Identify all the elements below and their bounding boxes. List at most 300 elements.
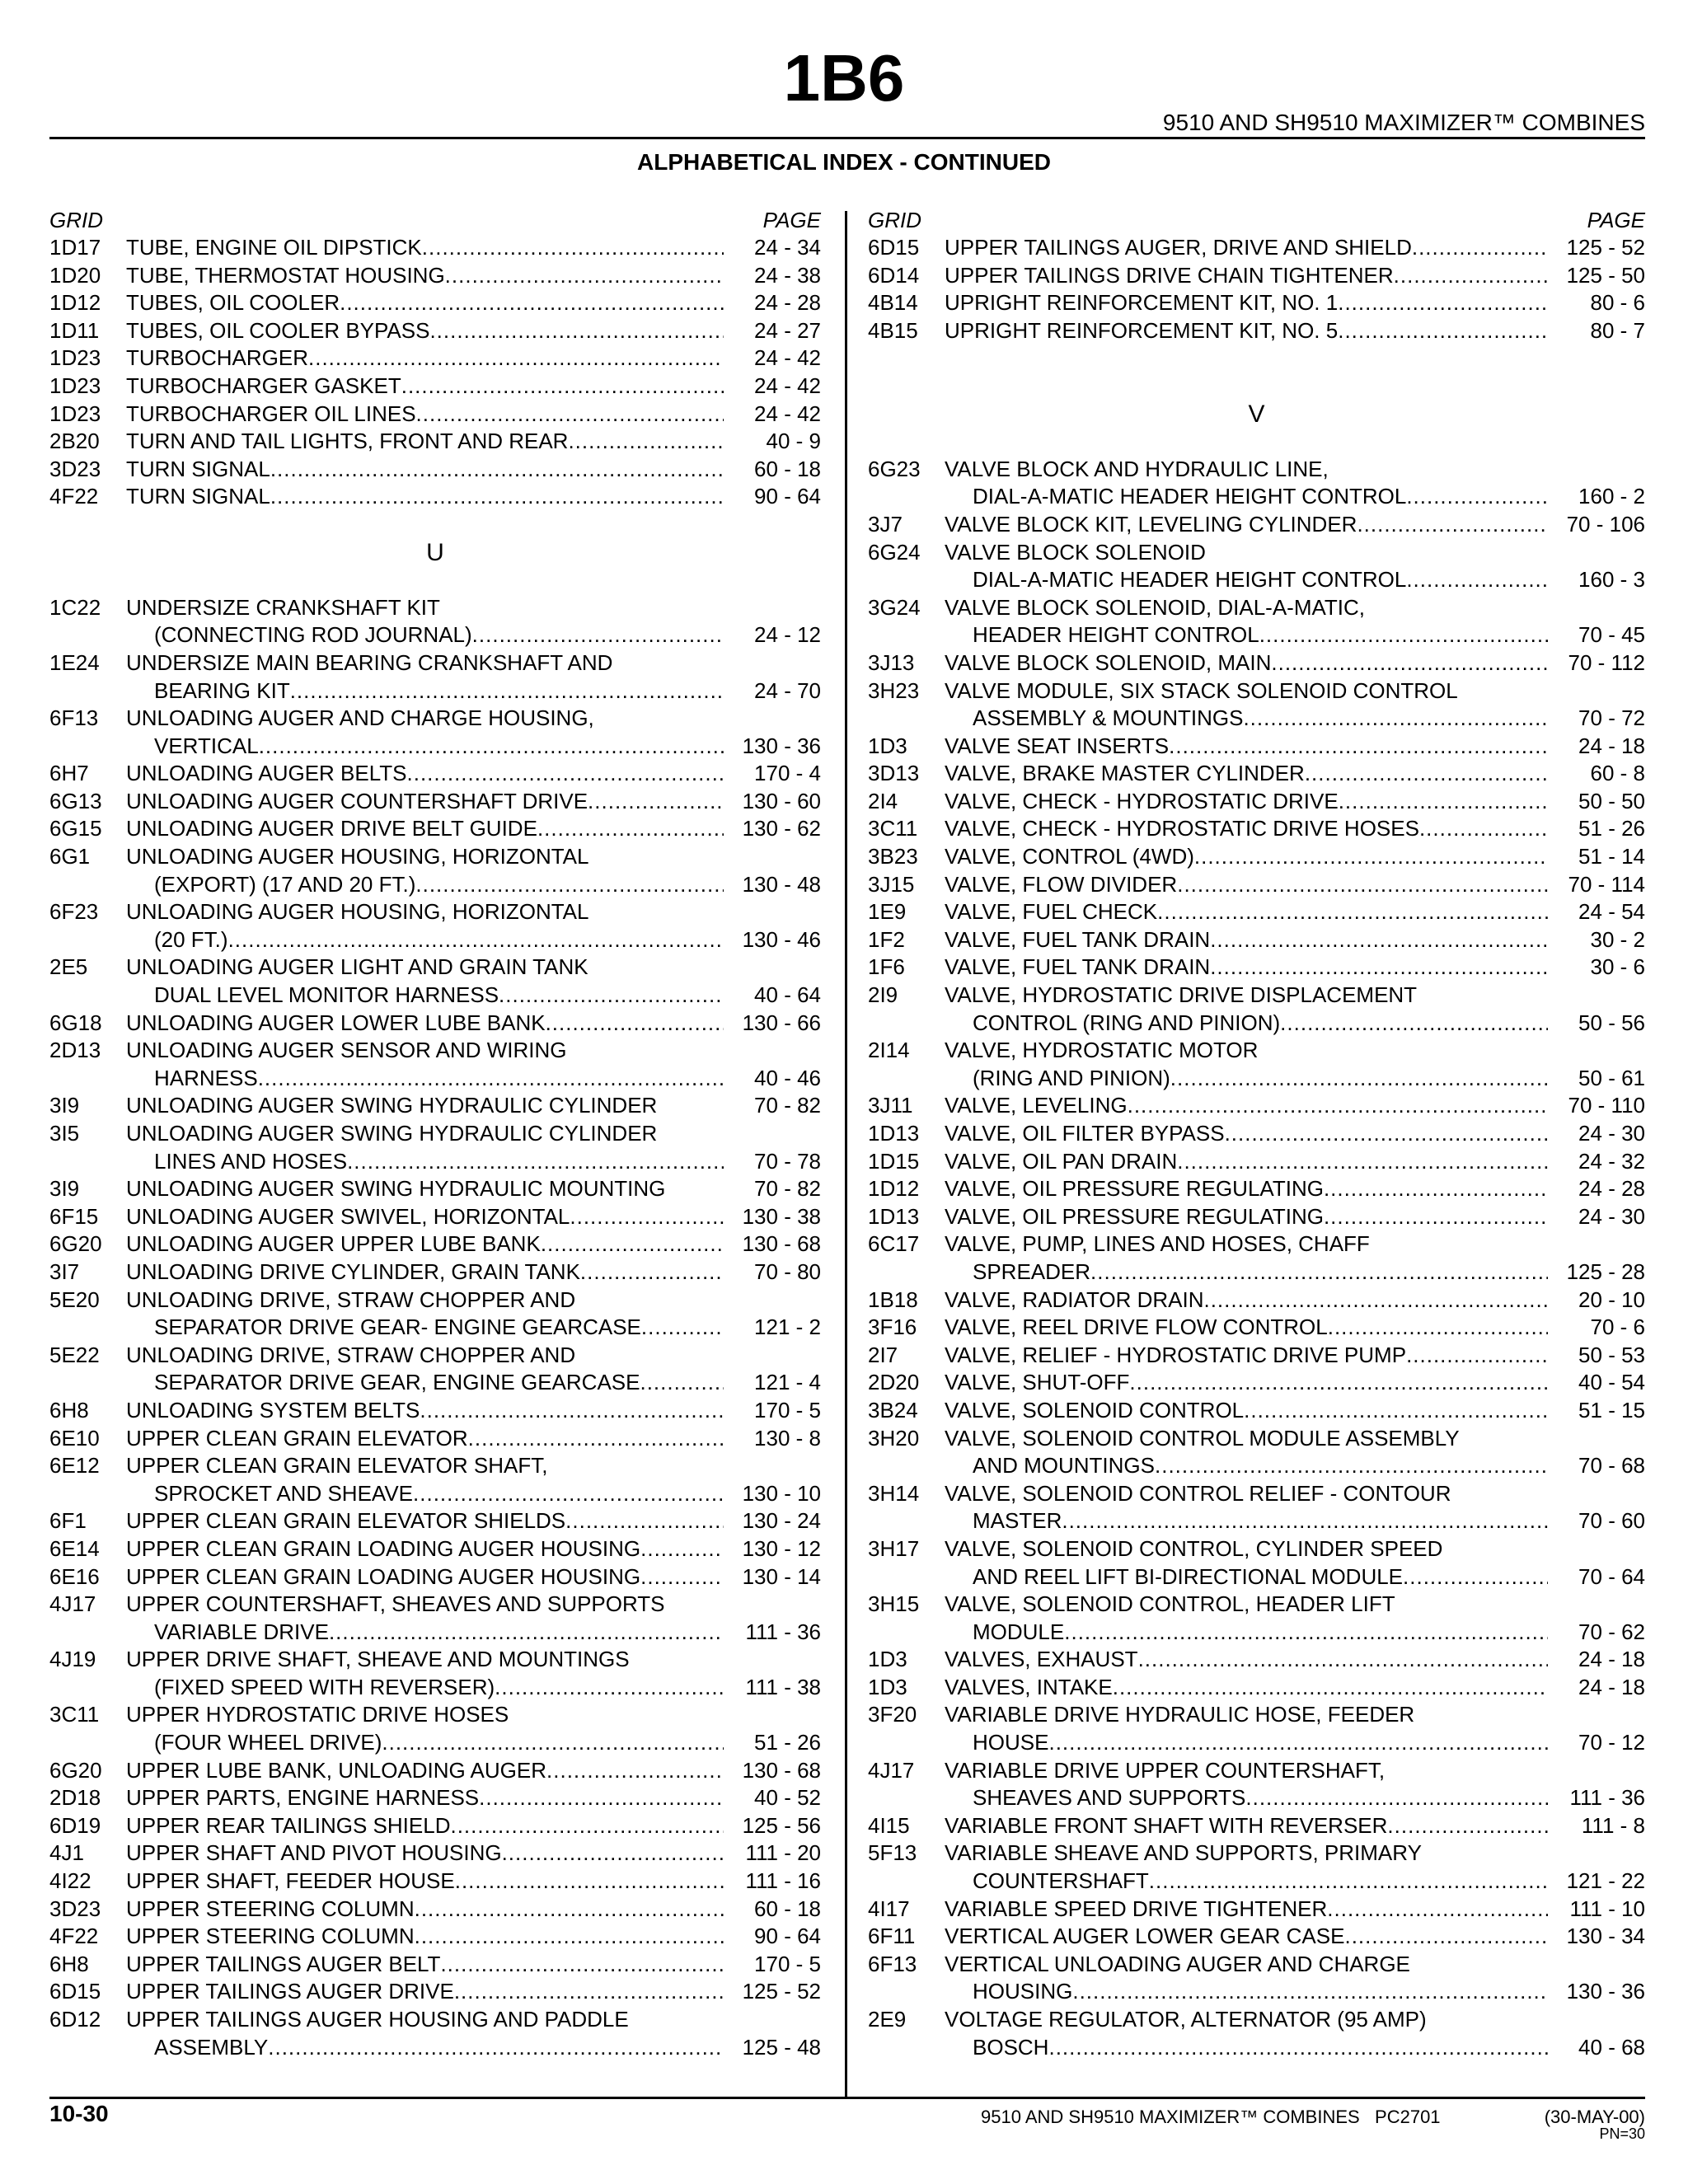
page-reference: 40 - 54 bbox=[1578, 1370, 1645, 1395]
entry-description: VALVE, LEVELING bbox=[945, 1093, 1128, 1118]
dot-leader bbox=[1412, 234, 1548, 262]
grid-code: 1D15 bbox=[868, 1148, 920, 1174]
entry-description: UPPER TAILINGS AUGER HOUSING AND PADDLE bbox=[126, 2007, 629, 2032]
dot-leader bbox=[1280, 1010, 1548, 1038]
page-reference: 20 - 10 bbox=[1578, 1286, 1645, 1312]
grid-code: 6G24 bbox=[868, 539, 921, 565]
entry-description: UNLOADING AUGER AND CHARGE HOUSING, bbox=[126, 705, 594, 731]
index-entry bbox=[49, 1010, 821, 1038]
grid-code: 2I4 bbox=[868, 788, 898, 813]
grid-code: 2D18 bbox=[49, 1785, 101, 1811]
entry-description: VOLTAGE REGULATOR, ALTERNATOR (95 AMP) bbox=[945, 2007, 1427, 2032]
section-title: ALPHABETICAL INDEX - CONTINUED bbox=[637, 149, 1051, 175]
grid-code: 4J17 bbox=[49, 1591, 96, 1617]
index-entry bbox=[49, 760, 821, 788]
grid-code: 3D13 bbox=[868, 761, 920, 786]
column-divider bbox=[845, 211, 847, 2098]
dot-leader bbox=[415, 1923, 724, 1951]
index-entry bbox=[868, 566, 1645, 594]
entry-description: VALVE, REEL DRIVE FLOW CONTROL bbox=[945, 1315, 1328, 1340]
index-entry bbox=[49, 1397, 821, 1425]
index-entry bbox=[868, 1812, 1645, 1840]
entry-description: UPPER CLEAN GRAIN ELEVATOR SHAFT, bbox=[126, 1453, 548, 1479]
index-entry bbox=[868, 1757, 1645, 1785]
index-list-right bbox=[868, 234, 1645, 2061]
page-reference: 130 - 24 bbox=[742, 1508, 821, 1534]
page-reference: 60 - 18 bbox=[754, 1896, 821, 1921]
entry-description: SPROCKET AND SHEAVE bbox=[154, 1480, 414, 1506]
entry-description: UNLOADING AUGER BELTS bbox=[126, 761, 407, 786]
index-entry bbox=[49, 1258, 821, 1286]
page-reference: 40 - 46 bbox=[754, 1065, 821, 1090]
entry-description: (CONNECTING ROD JOURNAL) bbox=[154, 622, 472, 648]
dot-leader bbox=[1064, 1619, 1548, 1647]
dot-leader bbox=[479, 1784, 724, 1812]
grid-code: 6F15 bbox=[49, 1203, 99, 1229]
dot-leader bbox=[1305, 760, 1548, 788]
entry-description: VALVE, SHUT-OFF bbox=[945, 1370, 1130, 1395]
index-list-left bbox=[49, 234, 821, 2061]
page-reference: 90 - 64 bbox=[754, 484, 821, 509]
page-reference: 30 - 2 bbox=[1590, 926, 1645, 952]
index-entry bbox=[49, 234, 821, 262]
dot-leader bbox=[1048, 1729, 1548, 1757]
dot-leader bbox=[413, 1480, 724, 1508]
grid-code: 6F11 bbox=[868, 1924, 916, 1949]
entry-description: TUBES, OIL COOLER BYPASS bbox=[126, 317, 430, 343]
index-entry bbox=[49, 926, 821, 954]
entry-description: DIAL-A-MATIC HEADER HEIGHT CONTROL bbox=[973, 567, 1407, 593]
entry-description: VALVE, SOLENOID CONTROL, HEADER LIFT bbox=[945, 1591, 1395, 1617]
entry-description: VALVE BLOCK SOLENOID bbox=[945, 539, 1206, 565]
grid-column-label: GRID bbox=[868, 208, 921, 232]
entry-description: UNLOADING AUGER HOUSING, HORIZONTAL bbox=[126, 844, 589, 869]
index-entry bbox=[868, 621, 1645, 649]
index-entry bbox=[868, 1092, 1645, 1120]
entry-description: TUBES, OIL COOLER bbox=[126, 290, 340, 316]
dot-leader bbox=[415, 871, 724, 899]
dot-leader bbox=[407, 760, 724, 788]
dot-leader bbox=[268, 2034, 724, 2062]
footer-pn: PN=30 bbox=[1599, 2125, 1645, 2142]
dot-leader bbox=[422, 234, 724, 262]
grid-code: 1F2 bbox=[868, 926, 905, 952]
page-reference: 125 - 48 bbox=[742, 2034, 821, 2060]
index-entry bbox=[868, 677, 1645, 705]
index-entry bbox=[49, 1480, 821, 1508]
entry-description: UPPER TAILINGS DRIVE CHAIN TIGHTENER bbox=[945, 262, 1394, 288]
dot-leader bbox=[1194, 843, 1548, 871]
entry-description: HEADER HEIGHT CONTROL bbox=[973, 622, 1259, 648]
dot-leader bbox=[1403, 1563, 1548, 1591]
grid-code: 4B14 bbox=[868, 290, 918, 316]
dot-leader bbox=[1157, 898, 1548, 926]
index-entry bbox=[868, 1342, 1645, 1370]
page-reference: 24 - 18 bbox=[1578, 1674, 1645, 1699]
entry-description: VALVES, EXHAUST bbox=[945, 1647, 1138, 1672]
entry-description: (FOUR WHEEL DRIVE) bbox=[154, 1730, 382, 1755]
dot-leader bbox=[340, 289, 724, 317]
grid-code: 3H20 bbox=[868, 1425, 920, 1451]
grid-code: 2E9 bbox=[868, 2007, 907, 2032]
dot-leader bbox=[1324, 1203, 1548, 1231]
page-reference: 125 - 52 bbox=[742, 1979, 821, 2004]
entry-description: VALVE, HYDROSTATIC DRIVE DISPLACEMENT bbox=[945, 982, 1418, 1008]
grid-code: 6D19 bbox=[49, 1812, 101, 1838]
index-entry bbox=[49, 2034, 821, 2062]
entry-description: HARNESS bbox=[154, 1065, 258, 1090]
page-reference: 80 - 7 bbox=[1590, 317, 1645, 343]
entry-description: VALVE, HYDROSTATIC MOTOR bbox=[945, 1038, 1259, 1063]
page-reference: 24 - 27 bbox=[754, 317, 821, 343]
page-reference: 130 - 14 bbox=[742, 1563, 821, 1589]
entry-description: VALVE, SOLENOID CONTROL, CYLINDER SPEED bbox=[945, 1535, 1443, 1561]
entry-description: AND REEL LIFT BI-DIRECTIONAL MODULE bbox=[973, 1563, 1404, 1589]
index-entry bbox=[868, 1896, 1645, 1924]
page-reference: 24 - 42 bbox=[754, 345, 821, 371]
index-entry bbox=[868, 705, 1645, 733]
page-reference: 24 - 54 bbox=[1578, 899, 1645, 925]
dot-leader bbox=[1419, 815, 1548, 843]
index-entry bbox=[49, 1674, 821, 1702]
entry-description: VALVE, PUMP, LINES AND HOSES, CHAFF bbox=[945, 1231, 1370, 1257]
index-entry bbox=[49, 621, 821, 649]
dot-leader bbox=[270, 483, 724, 511]
entry-description: UNLOADING AUGER COUNTERSHAFT DRIVE bbox=[126, 788, 588, 813]
grid-code: 5F13 bbox=[868, 1840, 917, 1866]
index-entry bbox=[868, 871, 1645, 899]
index-entry bbox=[49, 1230, 821, 1258]
grid-code: 3I7 bbox=[49, 1258, 80, 1284]
dot-leader bbox=[259, 733, 724, 761]
grid-code: 6D15 bbox=[49, 1979, 101, 2004]
dot-leader bbox=[640, 1535, 724, 1563]
index-entry bbox=[49, 1701, 821, 1729]
entry-description: UNLOADING AUGER SWING HYDRAULIC MOUNTING bbox=[126, 1176, 666, 1202]
entry-description: VERTICAL bbox=[154, 733, 259, 758]
entry-description: UPPER STEERING COLUMN bbox=[126, 1924, 415, 1949]
index-entry bbox=[868, 1369, 1645, 1397]
entry-description: UNLOADING DRIVE, STRAW CHOPPER AND bbox=[126, 1286, 576, 1312]
index-entry bbox=[868, 1148, 1645, 1176]
page-reference: 50 - 53 bbox=[1578, 1342, 1645, 1367]
dot-leader bbox=[258, 1065, 724, 1093]
entry-description: MODULE bbox=[973, 1619, 1065, 1644]
grid-code: 3J13 bbox=[868, 649, 915, 675]
entry-description: VALVE, OIL FILTER BYPASS bbox=[945, 1121, 1225, 1146]
grid-code: 6C17 bbox=[868, 1231, 920, 1257]
entry-description: VALVE, SOLENOID CONTROL bbox=[945, 1397, 1245, 1422]
entry-description: AND MOUNTINGS bbox=[973, 1453, 1155, 1479]
entry-description: UPPER SHAFT AND PIVOT HOUSING bbox=[126, 1840, 502, 1866]
index-entry bbox=[49, 1757, 821, 1785]
dot-leader bbox=[1210, 926, 1548, 954]
grid-code: 4J17 bbox=[868, 1757, 915, 1783]
dot-leader bbox=[546, 1010, 724, 1038]
index-entry bbox=[49, 594, 821, 622]
page-reference: 121 - 22 bbox=[1566, 1868, 1645, 1894]
grid-code: 1F6 bbox=[868, 954, 905, 980]
grid-code: 2D13 bbox=[49, 1038, 101, 1063]
grid-code: 6D15 bbox=[868, 235, 920, 260]
entry-description: VALVE BLOCK SOLENOID, DIAL-A-MATIC, bbox=[945, 594, 1366, 620]
index-entry bbox=[49, 1286, 821, 1315]
blank-row bbox=[868, 428, 1645, 456]
page-reference: 130 - 36 bbox=[1566, 1979, 1645, 2004]
index-entry bbox=[868, 1729, 1645, 1757]
entry-description: UNLOADING AUGER DRIVE BELT GUIDE bbox=[126, 816, 537, 841]
entry-description: UPPER REAR TAILINGS SHIELD bbox=[126, 1812, 451, 1838]
index-entry bbox=[868, 843, 1645, 871]
dot-leader bbox=[347, 1148, 724, 1176]
dot-leader bbox=[1113, 1674, 1548, 1702]
entry-description: (RING AND PINION) bbox=[973, 1065, 1170, 1090]
dot-leader bbox=[1339, 788, 1548, 816]
index-entry bbox=[49, 982, 821, 1010]
page-reference: 111 - 16 bbox=[745, 1868, 821, 1894]
page-reference: 24 - 28 bbox=[754, 290, 821, 316]
page-reference: 70 - 72 bbox=[1578, 705, 1645, 731]
page-reference: 24 - 18 bbox=[1578, 1647, 1645, 1672]
dot-leader bbox=[450, 1812, 724, 1840]
entry-description: UPPER LUBE BANK, UNLOADING AUGER bbox=[126, 1757, 547, 1783]
index-entry bbox=[49, 649, 821, 677]
dot-leader bbox=[1406, 566, 1548, 594]
grid-code: 3I9 bbox=[49, 1176, 80, 1202]
page-reference: 50 - 61 bbox=[1578, 1065, 1645, 1090]
column-header bbox=[868, 206, 1645, 234]
dot-leader bbox=[1225, 1120, 1548, 1148]
index-entry bbox=[49, 1425, 821, 1453]
dot-leader bbox=[580, 1258, 724, 1286]
page-reference: 125 - 56 bbox=[742, 1812, 821, 1838]
dot-leader bbox=[445, 262, 724, 290]
page-reference: 130 - 66 bbox=[742, 1010, 821, 1035]
grid-code: 6F13 bbox=[49, 705, 99, 731]
page-reference: 70 - 12 bbox=[1578, 1730, 1645, 1755]
grid-code: 3H23 bbox=[868, 677, 920, 703]
grid-code: 4F22 bbox=[49, 484, 99, 509]
dot-leader bbox=[1210, 954, 1548, 982]
index-entry bbox=[868, 1203, 1645, 1231]
grid-code: 4J19 bbox=[49, 1647, 96, 1672]
page-reference: 130 - 12 bbox=[742, 1535, 821, 1561]
page-reference: 111 - 10 bbox=[1569, 1896, 1645, 1921]
grid-code: 4I15 bbox=[868, 1812, 910, 1838]
index-entry bbox=[868, 1701, 1645, 1729]
dot-leader bbox=[1177, 1148, 1548, 1176]
dot-leader bbox=[420, 1397, 724, 1425]
dot-leader bbox=[568, 428, 724, 456]
page-reference: 130 - 48 bbox=[742, 871, 821, 897]
index-entry bbox=[49, 1535, 821, 1563]
entry-description: VALVE, OIL PRESSURE REGULATING bbox=[945, 1203, 1324, 1229]
grid-code: 2I9 bbox=[868, 982, 898, 1008]
grid-code: 6E16 bbox=[49, 1563, 100, 1589]
dot-leader bbox=[1169, 733, 1548, 761]
entry-description: VALVE SEAT INSERTS bbox=[945, 733, 1170, 758]
page-reference: 51 - 26 bbox=[754, 1730, 821, 1755]
index-entry bbox=[868, 1425, 1645, 1453]
entry-description: UNLOADING AUGER LIGHT AND GRAIN TANK bbox=[126, 954, 588, 980]
entry-description: VERTICAL AUGER LOWER GEAR CASE bbox=[945, 1924, 1345, 1949]
entry-description: UPPER CLEAN GRAIN ELEVATOR SHIELDS bbox=[126, 1508, 566, 1534]
grid-code: 4J1 bbox=[49, 1840, 84, 1866]
page-reference: 24 - 42 bbox=[754, 401, 821, 426]
page-reference: 111 - 36 bbox=[1569, 1785, 1645, 1811]
entry-description: VARIABLE DRIVE HYDRAULIC HOSE, FEEDER bbox=[945, 1702, 1415, 1727]
footer-title: 9510 AND SH9510 MAXIMIZER™ COMBINES PC2701 bbox=[981, 2107, 1441, 2127]
page-reference: 70 - 45 bbox=[1578, 622, 1645, 648]
page-reference: 170 - 4 bbox=[754, 761, 821, 786]
index-entry bbox=[868, 1286, 1645, 1315]
entry-description: UPPER HYDROSTATIC DRIVE HOSES bbox=[126, 1702, 509, 1727]
page-reference: 40 - 64 bbox=[754, 982, 821, 1008]
grid-code: 6H8 bbox=[49, 1397, 89, 1422]
entry-description: TURN SIGNAL bbox=[126, 484, 270, 509]
index-entry bbox=[868, 317, 1645, 345]
entry-description: VALVE BLOCK KIT, LEVELING CYLINDER bbox=[945, 511, 1357, 537]
dot-leader bbox=[1128, 1092, 1548, 1120]
header-rule bbox=[49, 137, 1645, 139]
index-entry bbox=[49, 344, 821, 373]
index-entry bbox=[49, 401, 821, 429]
grid-code: 2E5 bbox=[49, 954, 88, 980]
grid-code: 3G24 bbox=[868, 594, 921, 620]
dot-leader bbox=[1387, 1812, 1548, 1840]
page-reference: 24 - 70 bbox=[754, 677, 821, 703]
dot-leader bbox=[1090, 1258, 1548, 1286]
dot-leader bbox=[537, 815, 724, 843]
entry-description: UPPER COUNTERSHAFT, SHEAVES AND SUPPORTS bbox=[126, 1591, 665, 1617]
index-entry bbox=[49, 843, 821, 871]
dot-leader bbox=[1271, 649, 1548, 677]
dot-leader bbox=[440, 1951, 724, 1979]
page-reference: 111 - 20 bbox=[745, 1840, 821, 1866]
section-letter bbox=[49, 539, 821, 567]
entry-description: VALVE, CHECK - HYDROSTATIC DRIVE bbox=[945, 788, 1339, 813]
index-entry bbox=[868, 1230, 1645, 1258]
entry-description: ASSEMBLY & MOUNTINGS bbox=[973, 705, 1244, 731]
dot-leader bbox=[641, 1314, 724, 1342]
entry-description: (20 FT.) bbox=[154, 926, 228, 952]
index-entry bbox=[49, 456, 821, 484]
grid-code: 6G15 bbox=[49, 816, 102, 841]
page-reference: 70 - 82 bbox=[754, 1093, 821, 1118]
dot-leader bbox=[1149, 1868, 1548, 1896]
dot-leader bbox=[1138, 1646, 1548, 1674]
entry-description: VARIABLE DRIVE bbox=[154, 1619, 329, 1644]
index-entry bbox=[868, 1507, 1645, 1535]
entry-description: UNLOADING SYSTEM BELTS bbox=[126, 1397, 420, 1422]
page-reference: 70 - 60 bbox=[1578, 1508, 1645, 1534]
entry-description: UNDERSIZE MAIN BEARING CRANKSHAFT AND bbox=[126, 649, 613, 675]
dot-leader bbox=[1406, 483, 1548, 511]
entry-description: DIAL-A-MATIC HEADER HEIGHT CONTROL bbox=[973, 484, 1407, 509]
entry-description: DUAL LEVEL MONITOR HARNESS bbox=[154, 982, 499, 1008]
index-entry bbox=[868, 594, 1645, 622]
page-reference: 70 - 82 bbox=[754, 1176, 821, 1202]
entry-description: VARIABLE SPEED DRIVE TIGHTENER bbox=[945, 1896, 1328, 1921]
index-entry bbox=[49, 1896, 821, 1924]
grid-code: 1D23 bbox=[49, 401, 101, 426]
grid-code: 1E9 bbox=[868, 899, 907, 925]
dot-leader bbox=[1244, 1397, 1548, 1425]
grid-code: 6G1 bbox=[49, 844, 91, 869]
grid-code: 6G20 bbox=[49, 1757, 102, 1783]
grid-code: 1D13 bbox=[868, 1121, 920, 1146]
dot-leader bbox=[1155, 1452, 1548, 1480]
grid-code: 6G13 bbox=[49, 788, 102, 813]
index-entry bbox=[49, 788, 821, 816]
page-reference: 111 - 38 bbox=[745, 1674, 821, 1699]
grid-code: 6F13 bbox=[868, 1951, 917, 1976]
page-reference: 130 - 60 bbox=[742, 788, 821, 813]
dot-leader bbox=[270, 456, 724, 484]
dot-leader bbox=[1259, 621, 1548, 649]
index-entry bbox=[49, 1092, 821, 1120]
entry-description: UPPER DRIVE SHAFT, SHEAVE AND MOUNTINGS bbox=[126, 1647, 630, 1672]
page-column-label: PAGE bbox=[762, 208, 821, 232]
grid-code: 1D23 bbox=[49, 373, 101, 398]
entry-description: UPPER CLEAN GRAIN LOADING AUGER HOUSING bbox=[126, 1535, 641, 1561]
index-entry bbox=[49, 1065, 821, 1093]
index-entry bbox=[49, 289, 821, 317]
grid-code: 4I17 bbox=[868, 1896, 910, 1921]
grid-code: 3H14 bbox=[868, 1480, 920, 1506]
page-reference: 70 - 68 bbox=[1578, 1453, 1645, 1479]
page-reference: 24 - 38 bbox=[754, 262, 821, 288]
page-reference: 24 - 18 bbox=[1578, 733, 1645, 758]
index-entry bbox=[868, 1535, 1645, 1563]
page-reference: 70 - 6 bbox=[1590, 1315, 1645, 1340]
page-reference: 111 - 36 bbox=[745, 1619, 821, 1644]
grid-code: 3I9 bbox=[49, 1093, 80, 1118]
page-reference: 160 - 2 bbox=[1578, 484, 1645, 509]
index-entry bbox=[868, 1646, 1645, 1674]
index-entry bbox=[49, 1369, 821, 1397]
page-reference: 125 - 50 bbox=[1566, 262, 1645, 288]
entry-description: UPRIGHT REINFORCEMENT KIT, NO. 5 bbox=[945, 317, 1339, 343]
index-entry bbox=[49, 1729, 821, 1757]
entry-description: VALVE, FUEL TANK DRAIN bbox=[945, 926, 1211, 952]
entry-description: VALVE, RELIEF - HYDROSTATIC DRIVE PUMP bbox=[945, 1342, 1407, 1367]
page-reference: 130 - 46 bbox=[742, 926, 821, 952]
grid-code: 3I5 bbox=[49, 1121, 80, 1146]
index-entry bbox=[868, 1452, 1645, 1480]
index-entry bbox=[868, 1175, 1645, 1203]
entry-description: UPPER PARTS, ENGINE HARNESS bbox=[126, 1785, 480, 1811]
dot-leader bbox=[290, 677, 724, 705]
page-reference: 24 - 30 bbox=[1578, 1203, 1645, 1229]
grid-code: 3D23 bbox=[49, 1896, 101, 1921]
dot-leader bbox=[329, 1619, 724, 1647]
entry-description: TURBOCHARGER GASKET bbox=[126, 373, 401, 398]
index-entry bbox=[868, 898, 1645, 926]
entry-description: VALVE MODULE, SIX STACK SOLENOID CONTROL bbox=[945, 677, 1458, 703]
index-entry bbox=[49, 317, 821, 345]
grid-code: 2I7 bbox=[868, 1342, 898, 1367]
entry-description: ASSEMBLY bbox=[154, 2034, 269, 2060]
index-entry bbox=[49, 815, 821, 843]
page-reference: 24 - 30 bbox=[1578, 1121, 1645, 1146]
entry-description: TURN SIGNAL bbox=[126, 456, 270, 481]
grid-code: 6E10 bbox=[49, 1425, 100, 1451]
dot-leader bbox=[1338, 289, 1548, 317]
grid-code: 2D20 bbox=[868, 1370, 920, 1395]
grid-code: 6G18 bbox=[49, 1010, 102, 1035]
page-reference: 130 - 10 bbox=[742, 1480, 821, 1506]
